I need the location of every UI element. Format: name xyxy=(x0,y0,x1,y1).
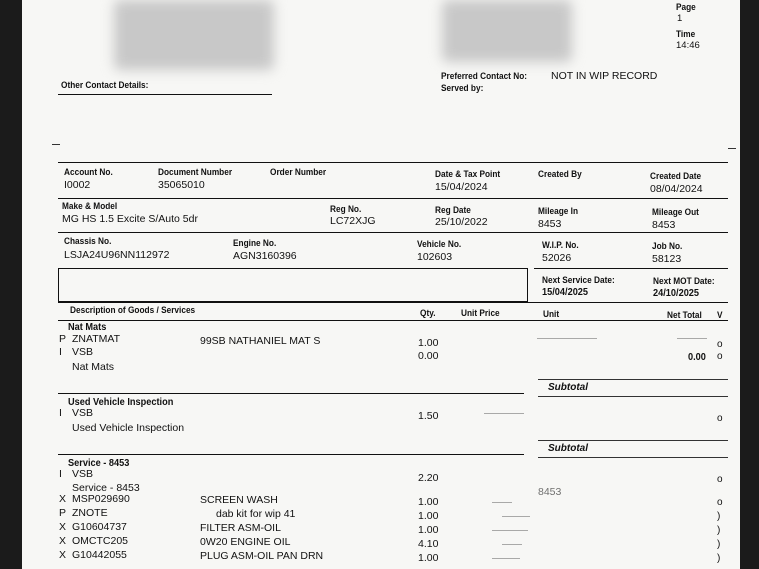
page-label: Page xyxy=(676,2,696,12)
columns-rule-bottom xyxy=(58,320,728,321)
redacted-price xyxy=(492,530,528,531)
item-part-number: G10604737 xyxy=(72,521,127,533)
dates-rule-top xyxy=(534,268,728,269)
line-qty: 2.20 xyxy=(418,472,439,484)
redacted-price xyxy=(502,516,530,517)
chassis-label: Chassis No. xyxy=(64,236,112,246)
vat-mark: ) xyxy=(717,553,721,564)
line-qty: 1.00 xyxy=(418,337,439,349)
contact-underline xyxy=(58,94,272,95)
subtotal-label: Subtotal xyxy=(548,443,588,454)
vat-mark: o xyxy=(717,474,723,485)
reg-date-label: Reg Date xyxy=(435,205,471,215)
subtotal-label: Subtotal xyxy=(548,382,588,393)
line-part: ZNATMAT xyxy=(72,333,121,345)
line-code: P xyxy=(59,333,67,345)
row2-rule xyxy=(58,198,728,199)
chassis-value: LSJA24U96NN112972 xyxy=(64,249,170,261)
line-qty: 0.00 xyxy=(418,350,439,362)
line-part: VSB xyxy=(72,346,94,358)
item-qty: 1.00 xyxy=(418,496,439,508)
account-value: I0002 xyxy=(64,179,91,191)
redacted-unit xyxy=(537,338,597,339)
reg-date-value: 25/10/2022 xyxy=(435,216,488,228)
date-tax-label: Date & Tax Point xyxy=(435,169,501,179)
line-unit: 8453 xyxy=(538,486,562,498)
notes-box xyxy=(58,268,528,302)
item-qty: 1.00 xyxy=(418,510,439,522)
line-note: Service - 8453 xyxy=(72,482,140,494)
line-note: Nat Mats xyxy=(72,361,115,373)
wip-value: 52026 xyxy=(542,252,572,264)
item-description: SCREEN WASH xyxy=(200,494,278,506)
next-service-value: 15/04/2025 xyxy=(542,287,589,298)
make-model-value: MG HS 1.5 Excite S/Auto 5dr xyxy=(62,213,198,225)
col-qty: Qty. xyxy=(420,308,436,318)
line-code: I xyxy=(59,407,62,419)
row3-rule xyxy=(58,232,728,233)
vat-mark: o xyxy=(717,497,723,508)
col-unit: Unit xyxy=(543,309,560,319)
item-description: 0W20 ENGINE OIL xyxy=(200,536,291,548)
reg-no-value: LC72XJG xyxy=(330,215,376,227)
item-part-number: ZNOTE xyxy=(72,507,108,519)
account-label: Account No. xyxy=(64,167,113,177)
line-part: VSB xyxy=(72,407,94,419)
item-qty: 1.00 xyxy=(418,524,439,536)
item-part-number: MSP029690 xyxy=(72,493,130,505)
mileage-in-value: 8453 xyxy=(538,218,562,230)
section-title-nat-mats: Nat Mats xyxy=(68,322,107,333)
header-rule-top xyxy=(58,162,728,163)
redacted-price xyxy=(502,544,522,545)
next-mot-value: 24/10/2025 xyxy=(653,288,700,299)
item-part-number: G10442055 xyxy=(72,549,127,561)
doc-number-value: 35065010 xyxy=(158,179,205,191)
redacted-address-block xyxy=(114,0,274,70)
job-no-value: 58123 xyxy=(652,253,682,265)
line-qty: 1.50 xyxy=(418,410,439,422)
job-no-label: Job No. xyxy=(652,241,683,251)
date-tax-value: 15/04/2024 xyxy=(435,181,488,193)
vat-mark: o xyxy=(717,351,723,362)
columns-rule-top xyxy=(58,302,728,303)
wip-label: W.I.P. No. xyxy=(542,240,579,250)
section-divider xyxy=(58,454,524,455)
item-code: X xyxy=(59,549,67,561)
reg-no-label: Reg No. xyxy=(330,204,362,214)
time-value: 14:46 xyxy=(676,40,700,51)
next-service-label: Next Service Date: xyxy=(542,275,615,285)
vat-mark: ) xyxy=(717,511,721,522)
created-by-label: Created By xyxy=(538,169,582,179)
item-qty: 1.00 xyxy=(418,552,439,564)
served-by-label: Served by: xyxy=(441,83,484,93)
item-qty: 4.10 xyxy=(418,538,439,550)
subtotal-rule-bottom xyxy=(538,396,728,397)
item-code: P xyxy=(59,507,67,519)
invoice-page xyxy=(22,0,740,569)
order-number-label: Order Number xyxy=(270,167,327,177)
other-contact-label: Other Contact Details: xyxy=(61,80,149,90)
vehicle-no-label: Vehicle No. xyxy=(417,239,462,249)
line-description: 99SB NATHANIEL MAT S xyxy=(200,335,321,347)
line-code: I xyxy=(59,468,62,480)
line-part: VSB xyxy=(72,468,94,480)
stray-mark xyxy=(52,144,60,145)
mileage-out-value: 8453 xyxy=(652,219,676,231)
section-title-service: Service - 8453 xyxy=(68,458,130,469)
next-mot-label: Next MOT Date: xyxy=(653,276,715,286)
redacted-price xyxy=(492,558,520,559)
col-unit-price: Unit Price xyxy=(461,308,500,318)
preferred-contact-label: Preferred Contact No: xyxy=(441,71,528,81)
line-code: I xyxy=(59,346,62,358)
preferred-contact-value: NOT IN WIP RECORD xyxy=(551,70,658,82)
item-description: dab kit for wip 41 xyxy=(216,508,296,520)
doc-number-label: Document Number xyxy=(158,167,233,177)
engine-label: Engine No. xyxy=(233,238,277,248)
col-description: Description of Goods / Services xyxy=(70,305,196,315)
redacted-customer-block xyxy=(442,0,572,62)
line-note: Used Vehicle Inspection xyxy=(72,422,185,434)
mileage-out-label: Mileage Out xyxy=(652,207,699,217)
redacted-unit xyxy=(484,413,524,414)
redacted-price xyxy=(492,502,512,503)
time-label: Time xyxy=(676,29,696,39)
section-title-used-vehicle: Used Vehicle Inspection xyxy=(68,397,174,408)
mileage-in-label: Mileage In xyxy=(538,206,579,216)
item-description: FILTER ASM-OIL xyxy=(200,522,281,534)
vat-mark: ) xyxy=(717,539,721,550)
item-code: X xyxy=(59,521,67,533)
vat-mark: o xyxy=(717,413,723,424)
line-net-total: 0.00 xyxy=(688,352,706,363)
subtotal-rule xyxy=(538,440,728,441)
col-v: V xyxy=(717,310,723,320)
vehicle-no-value: 102603 xyxy=(417,251,453,263)
engine-value: AGN3160396 xyxy=(233,250,297,262)
make-model-label: Make & Model xyxy=(62,201,118,211)
created-date-label: Created Date xyxy=(650,171,702,181)
item-description: PLUG ASM-OIL PAN DRN xyxy=(200,550,324,562)
subtotal-rule-bottom xyxy=(538,457,728,458)
subtotal-rule xyxy=(538,379,728,380)
item-part-number: OMCTC205 xyxy=(72,535,129,547)
section-divider xyxy=(58,393,524,394)
page-value: 1 xyxy=(677,13,683,24)
item-code: X xyxy=(59,535,67,547)
stray-mark-right xyxy=(728,148,736,149)
created-date-value: 08/04/2024 xyxy=(650,183,703,195)
vat-mark: o xyxy=(717,339,723,350)
item-code: X xyxy=(59,493,67,505)
col-net-total: Net Total xyxy=(667,310,702,320)
vat-mark: ) xyxy=(717,525,721,536)
redacted-total xyxy=(677,338,707,339)
